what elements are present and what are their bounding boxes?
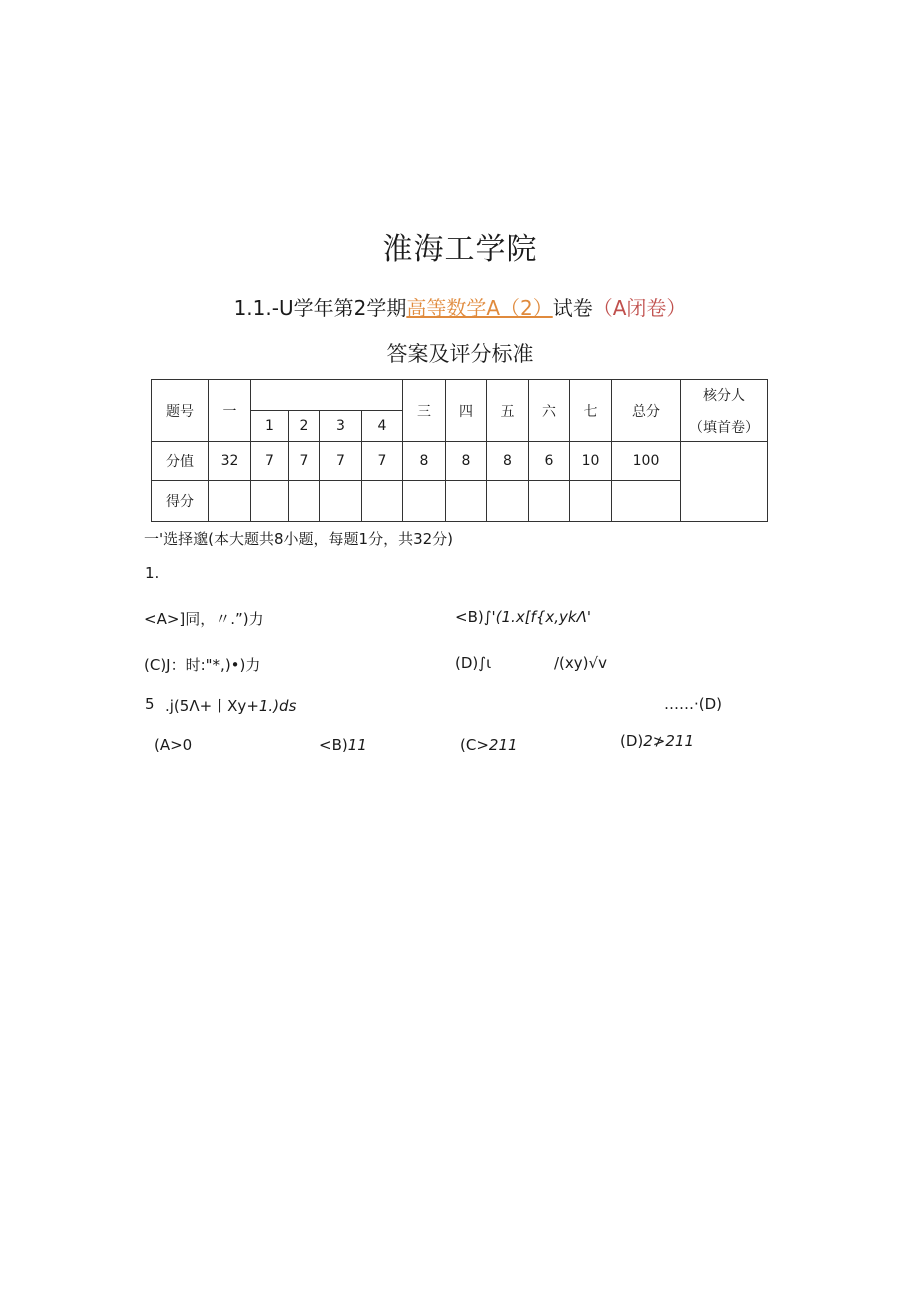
reviewer-line1: 核分人 [703,387,745,404]
score-cell-sub-4[interactable] [362,481,403,522]
question-1-number: 1. [145,564,160,582]
course-name: 高等数学A（2） [406,296,553,320]
paper-label: 试卷 [552,296,593,320]
sub-col-3: 3 [320,411,362,442]
question-5-answer: ……·(D) [664,695,723,713]
points-six: 6 [529,442,570,481]
q5-option-c [460,736,518,754]
q5-option-d-head: (D) [620,732,644,750]
points-sub-1: 7 [251,442,289,481]
sub-col-2: 2 [289,411,320,442]
sub-col-4: 4 [362,411,403,442]
points-total: 100 [612,442,681,481]
question-5-text [165,695,296,716]
q1-option-b-head: <B)∫' [455,608,496,626]
q1-option-b-tail: (1.x[f{x,ykΛ' [495,608,591,626]
score-table [151,379,768,522]
col-six: 六 [529,380,570,442]
score-cell-seven[interactable] [570,481,612,522]
col-five: 五 [487,380,529,442]
score-cell-sub-2[interactable] [289,481,320,522]
q1-option-c: (C)J：时:"*,)•)力 [144,656,261,674]
q5-option-d [620,732,694,750]
reviewer-line2: （填首卷） [689,419,759,436]
sub-col-1: 1 [251,411,289,442]
school-name: 淮海工学院 [382,232,538,267]
exam-subtitle [0,292,920,321]
points-four: 8 [446,442,487,481]
question-5-number: 5 [145,695,155,713]
points-three: 8 [403,442,446,481]
points-seven: 10 [570,442,612,481]
col-one: 一 [209,380,251,442]
col-seven: 七 [570,380,612,442]
q1-option-d-head: (D)∫ι [455,654,492,672]
section1-title: 一'选择邈(本大题共8小题，每题1分，共32分) [144,530,454,548]
score-cell-four[interactable] [446,481,487,522]
col-four: 四 [446,380,487,442]
score-label: 得分 [152,481,209,522]
reviewer-signature-cell[interactable] [681,442,768,522]
q5-option-d-tail: 2≯211 [643,732,695,750]
q5-option-c-head: (C> [460,736,489,754]
score-cell-six[interactable] [529,481,570,522]
q1-option-a: <A>]同，〃.”)力 [144,610,264,628]
score-cell-one[interactable] [209,481,251,522]
score-cell-total[interactable] [612,481,681,522]
q1-option-d-tail: /(xy)√v [554,654,607,672]
q5-text-b: 1.)ds [258,697,297,715]
reviewer-label [681,380,768,442]
points-label: 分值 [152,442,209,481]
q5-text-a: .j(5Λ+丨Xy+ [165,697,259,715]
points-one: 32 [209,442,251,481]
term-label: 1.1.-U学年第2学期 [233,296,407,320]
score-cell-five[interactable] [487,481,529,522]
points-sub-2: 7 [289,442,320,481]
q5-option-b-head: <B) [319,736,348,754]
q5-option-b [319,736,367,754]
q5-option-a: (A>0 [154,736,193,754]
header-label: 题号 [152,380,209,442]
score-cell-sub-3[interactable] [320,481,362,522]
answer-key-heading: 答案及评分标准 [386,342,534,366]
col-two-group [251,380,403,411]
paper-type: （A闭卷） [592,296,687,320]
score-cell-sub-1[interactable] [251,481,289,522]
points-sub-3: 7 [320,442,362,481]
q5-option-b-tail: 11 [347,736,367,754]
score-cell-three[interactable] [403,481,446,522]
total-label: 总分 [612,380,681,442]
col-three: 三 [403,380,446,442]
q5-option-c-tail: 211 [488,736,518,754]
points-sub-4: 7 [362,442,403,481]
q1-option-b [455,608,591,626]
points-five: 8 [487,442,529,481]
